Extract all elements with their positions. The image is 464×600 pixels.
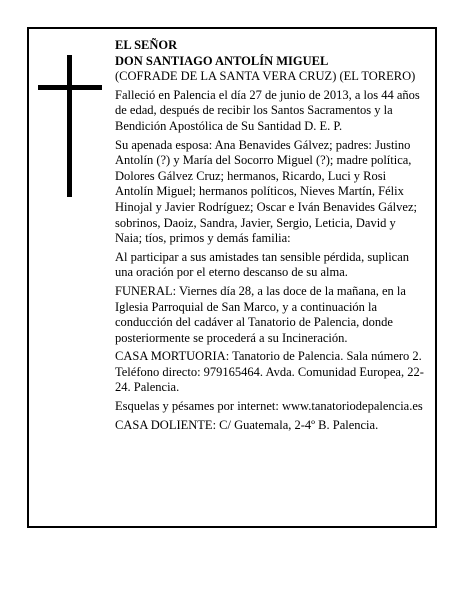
deceased-name: DON SANTIAGO ANTOLÍN MIGUEL bbox=[115, 53, 329, 68]
cross-icon-arm bbox=[38, 85, 102, 90]
obituary-text bbox=[115, 38, 425, 436]
death-announcement: Falleció en Palencia el día 27 de junio de 2013, a los 44 años de edad, después de recibir los Santos Sacramentos y la Bendición Apostólica de Su Santidad D. E. P. bbox=[115, 87, 420, 133]
deceased-subtitle: (COFRADE DE LA SANTA VERA CRUZ) (EL TORERO) bbox=[115, 69, 416, 84]
family-list: Su apenada esposa: Ana Benavides Gálvez; padres: Justino Antolín (?) y María del Socorro Miguel (?); madre política, Dolores Gálvez Cruz; hermanos, Ricardo, Luci y Rosi Antolín Miguel; hermanos políticos, Nieves Martín, Félix Hinojal y Javier Rodríguez; Oscar e Iván Benavides Gálvez; sobrinos, Daoiz, Sandra, Javier, Sergio, Leticia, David y Naia; tíos, primos y demás familia: bbox=[115, 137, 417, 246]
notice-title: EL SEÑOR bbox=[115, 38, 178, 52]
cross-icon bbox=[67, 55, 72, 197]
mortuary-info: CASA MORTUORIA: Tanatorio de Palencia. Sala número 2. Teléfono directo: 979165464. Avda. Comunidad Europea, 22-24. Palencia. bbox=[115, 349, 424, 395]
internet-info: Esquelas y pésames por internet: www.tanatoriodepalencia.es bbox=[115, 399, 423, 414]
funeral-info: FUNERAL: Viernes día 28, a las doce de la mañana, en la Iglesia Parroquial de San Marco, y a continuación la conducción del cadáver al Tanatorio de Palencia, donde posteriormente se procederá a su Incineración. bbox=[115, 283, 406, 345]
mourning-house-info: CASA DOLIENTE: C/ Guatemala, 2-4º B. Palencia. bbox=[115, 417, 379, 432]
prayer-request: Al participar a sus amistades tan sensible pérdida, suplican una oración por el eterno descanso de su alma. bbox=[115, 249, 410, 280]
